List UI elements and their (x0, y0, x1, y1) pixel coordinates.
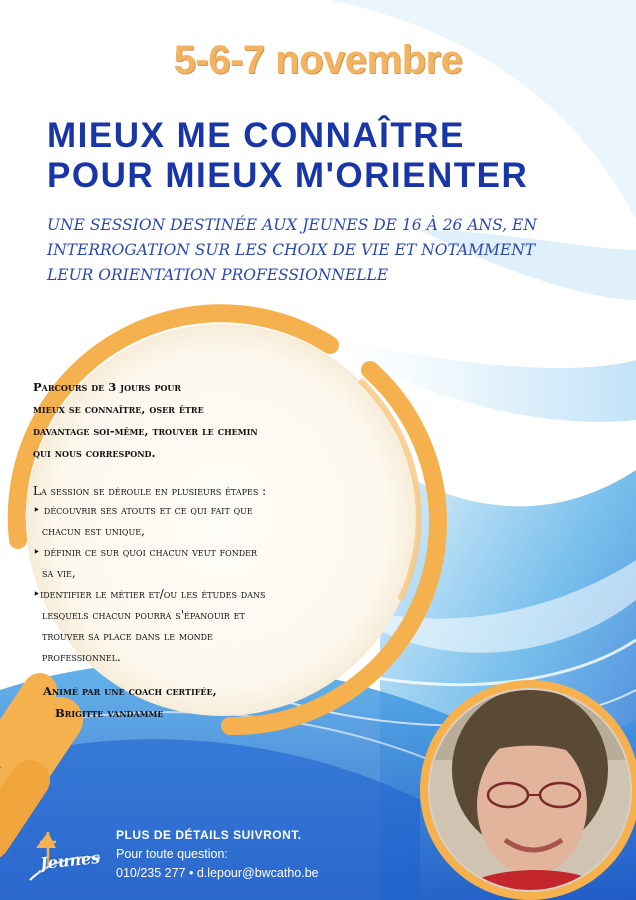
step-text: découvrir ses atouts et ce qui fait que (43, 503, 253, 517)
title-line-2: POUR MIEUX M'ORIENTER (47, 156, 529, 195)
animator-credit (33, 680, 333, 724)
intro-line: qui nous correspond. (33, 446, 156, 460)
title-line-1: MIEUX ME CONNAÎTRE (47, 116, 465, 155)
list-item (33, 542, 333, 584)
subtitle-line-3: LEUR ORIENTATION PROFESSIONNELLE (47, 266, 389, 284)
page-title (47, 116, 528, 196)
animator-line: Animé par une coach certifée, (43, 684, 217, 698)
step-text: identifier le métier et/ou les études dans (40, 587, 266, 601)
logo-text: Jeunes (39, 847, 102, 874)
more-details: PLUS DE DÉTAILS SUIVRONT. (116, 828, 302, 842)
contact-info[interactable]: 010/235 277 • d.lepour@bwcatho.be (116, 866, 319, 880)
bullet-icon: ‣ (33, 503, 41, 517)
footer-contact (116, 826, 319, 883)
step-text: chacun est unique, (42, 524, 145, 538)
step-text: trouver sa place dans le monde (42, 629, 213, 643)
subtitle-line-1: UNE SESSION DESTINÉE AUX JEUNES DE 16 À 26 ANS, EN (47, 216, 537, 234)
session-description (33, 376, 333, 724)
bullet-icon: ‣ (33, 545, 41, 559)
list-item (33, 584, 333, 668)
steps-heading: La session se déroule en plusieurs étapes : (33, 484, 267, 498)
step-text: professionnel. (42, 650, 121, 664)
step-text: lesquels chacun pourra s'épanouir et (42, 608, 245, 622)
intro-paragraph (33, 376, 333, 464)
step-text: définir ce sur quoi chacun veut fonder (43, 545, 257, 559)
step-text: sa vie, (42, 566, 76, 580)
event-date: 5-6-7 novembre (173, 38, 463, 82)
subtitle (47, 213, 537, 288)
question-label: Pour toute question: (116, 847, 228, 861)
intro-line: davantage soi-même, trouver le chemin (33, 424, 258, 438)
portrait-photo (420, 680, 636, 900)
subtitle-line-2: INTERROGATION SUR LES CHOIX DE VIE ET NOTAMMENT (47, 241, 536, 259)
animator-name: Brigitte vandamme (55, 706, 164, 720)
bullet-icon: ‣ (33, 587, 41, 601)
list-item (33, 500, 333, 542)
intro-line: Parcours de 3 jours pour (33, 380, 182, 394)
intro-line: mieux se connaître, oser être (33, 402, 204, 416)
